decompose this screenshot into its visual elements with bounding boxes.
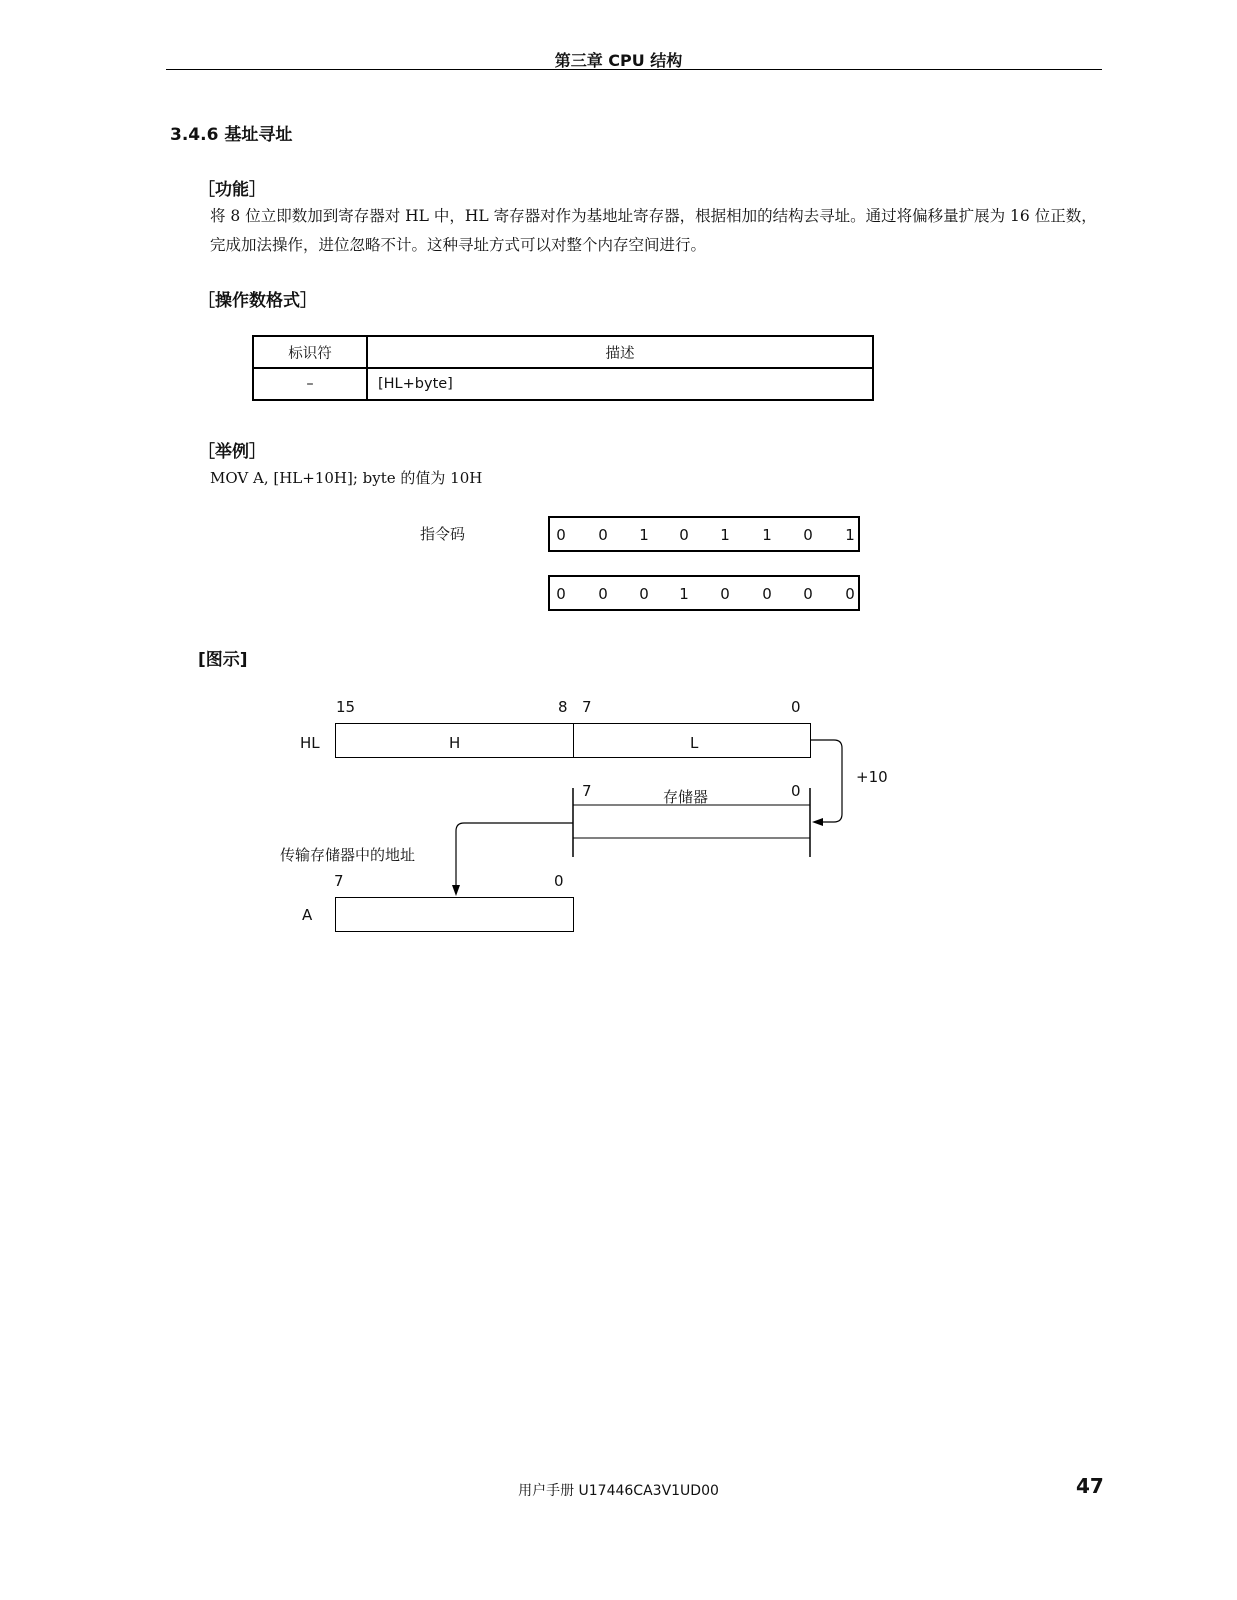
table-header-identifier: 标识符 [253,336,367,368]
a-register-label: A [302,906,313,924]
opcode-bit: 0 [556,526,566,544]
page-number: 47 [1076,1474,1104,1498]
opcode-bit: 0 [679,526,689,544]
opcode-bit: 0 [803,585,813,603]
a-bit0-label: 0 [554,872,564,890]
offset-arrow-line [810,740,842,822]
memory-bit7-label: 7 [582,782,592,800]
opcode-bit: 0 [762,585,772,603]
l-register-label: L [690,734,699,752]
opcode-bit: 1 [679,585,689,603]
diagram-heading: [图示] [198,650,248,670]
a-bit7-label: 7 [334,872,344,890]
opcode-bit: 0 [598,526,608,544]
section-title: 3.4.6 基址寻址 [170,125,293,145]
offset-label: +10 [856,768,888,786]
opcode-bit: 1 [720,526,730,544]
function-heading: ［功能］ [198,180,266,200]
opcode-bit: 1 [762,526,772,544]
hl-bit8-label: 8 [558,698,568,716]
opcode-bit: 0 [803,526,813,544]
table-cell-description: [HL+byte] [367,368,873,400]
function-text: 将 8 位立即数加到寄存器对 HL 中，HL 寄存器对作为基地址寄存器，根据相加的结构去寻址。通过将偏移量扩展为 16 位正数，完成加法操作，进位忽略不计。这种寻址方式可以对整个内存空间进行。 [210,207,1097,254]
opcode-bit: 0 [556,585,566,603]
memory-label: 存储器 [663,788,709,806]
opcode-bit: 1 [845,526,855,544]
opcode-bit: 0 [598,585,608,603]
footer-manual-id: 用户手册 U17446CA3V1UD00 [518,1483,719,1499]
offset-arrowhead [812,818,823,826]
hl-bit15-label: 15 [336,698,356,716]
hl-register-label: HL [300,734,320,752]
opcode-bit: 0 [639,585,649,603]
transfer-arrowhead [452,885,460,896]
hl-bit0-label: 0 [791,698,801,716]
opcode-label: 指令码 [420,525,466,543]
example-heading: ［举例］ [198,442,266,462]
memory-bit0-label: 0 [791,782,801,800]
transfer-label: 传输存储器中的地址 [280,846,416,864]
h-register-label: H [449,734,461,752]
operand-format-heading: ［操作数格式］ [198,291,317,311]
table-cell-identifier: – [253,368,367,400]
opcode-bit: 1 [639,526,649,544]
opcode-bit: 0 [845,585,855,603]
page-header-title: 第三章 CPU 结构 [554,51,683,70]
hl-bit7-label: 7 [582,698,592,716]
transfer-arrow-line [456,823,573,886]
opcode-bit: 0 [720,585,730,603]
table-header-description: 描述 [367,336,873,368]
example-code: MOV A, [HL+10H]; byte 的值为 10H [210,469,483,487]
